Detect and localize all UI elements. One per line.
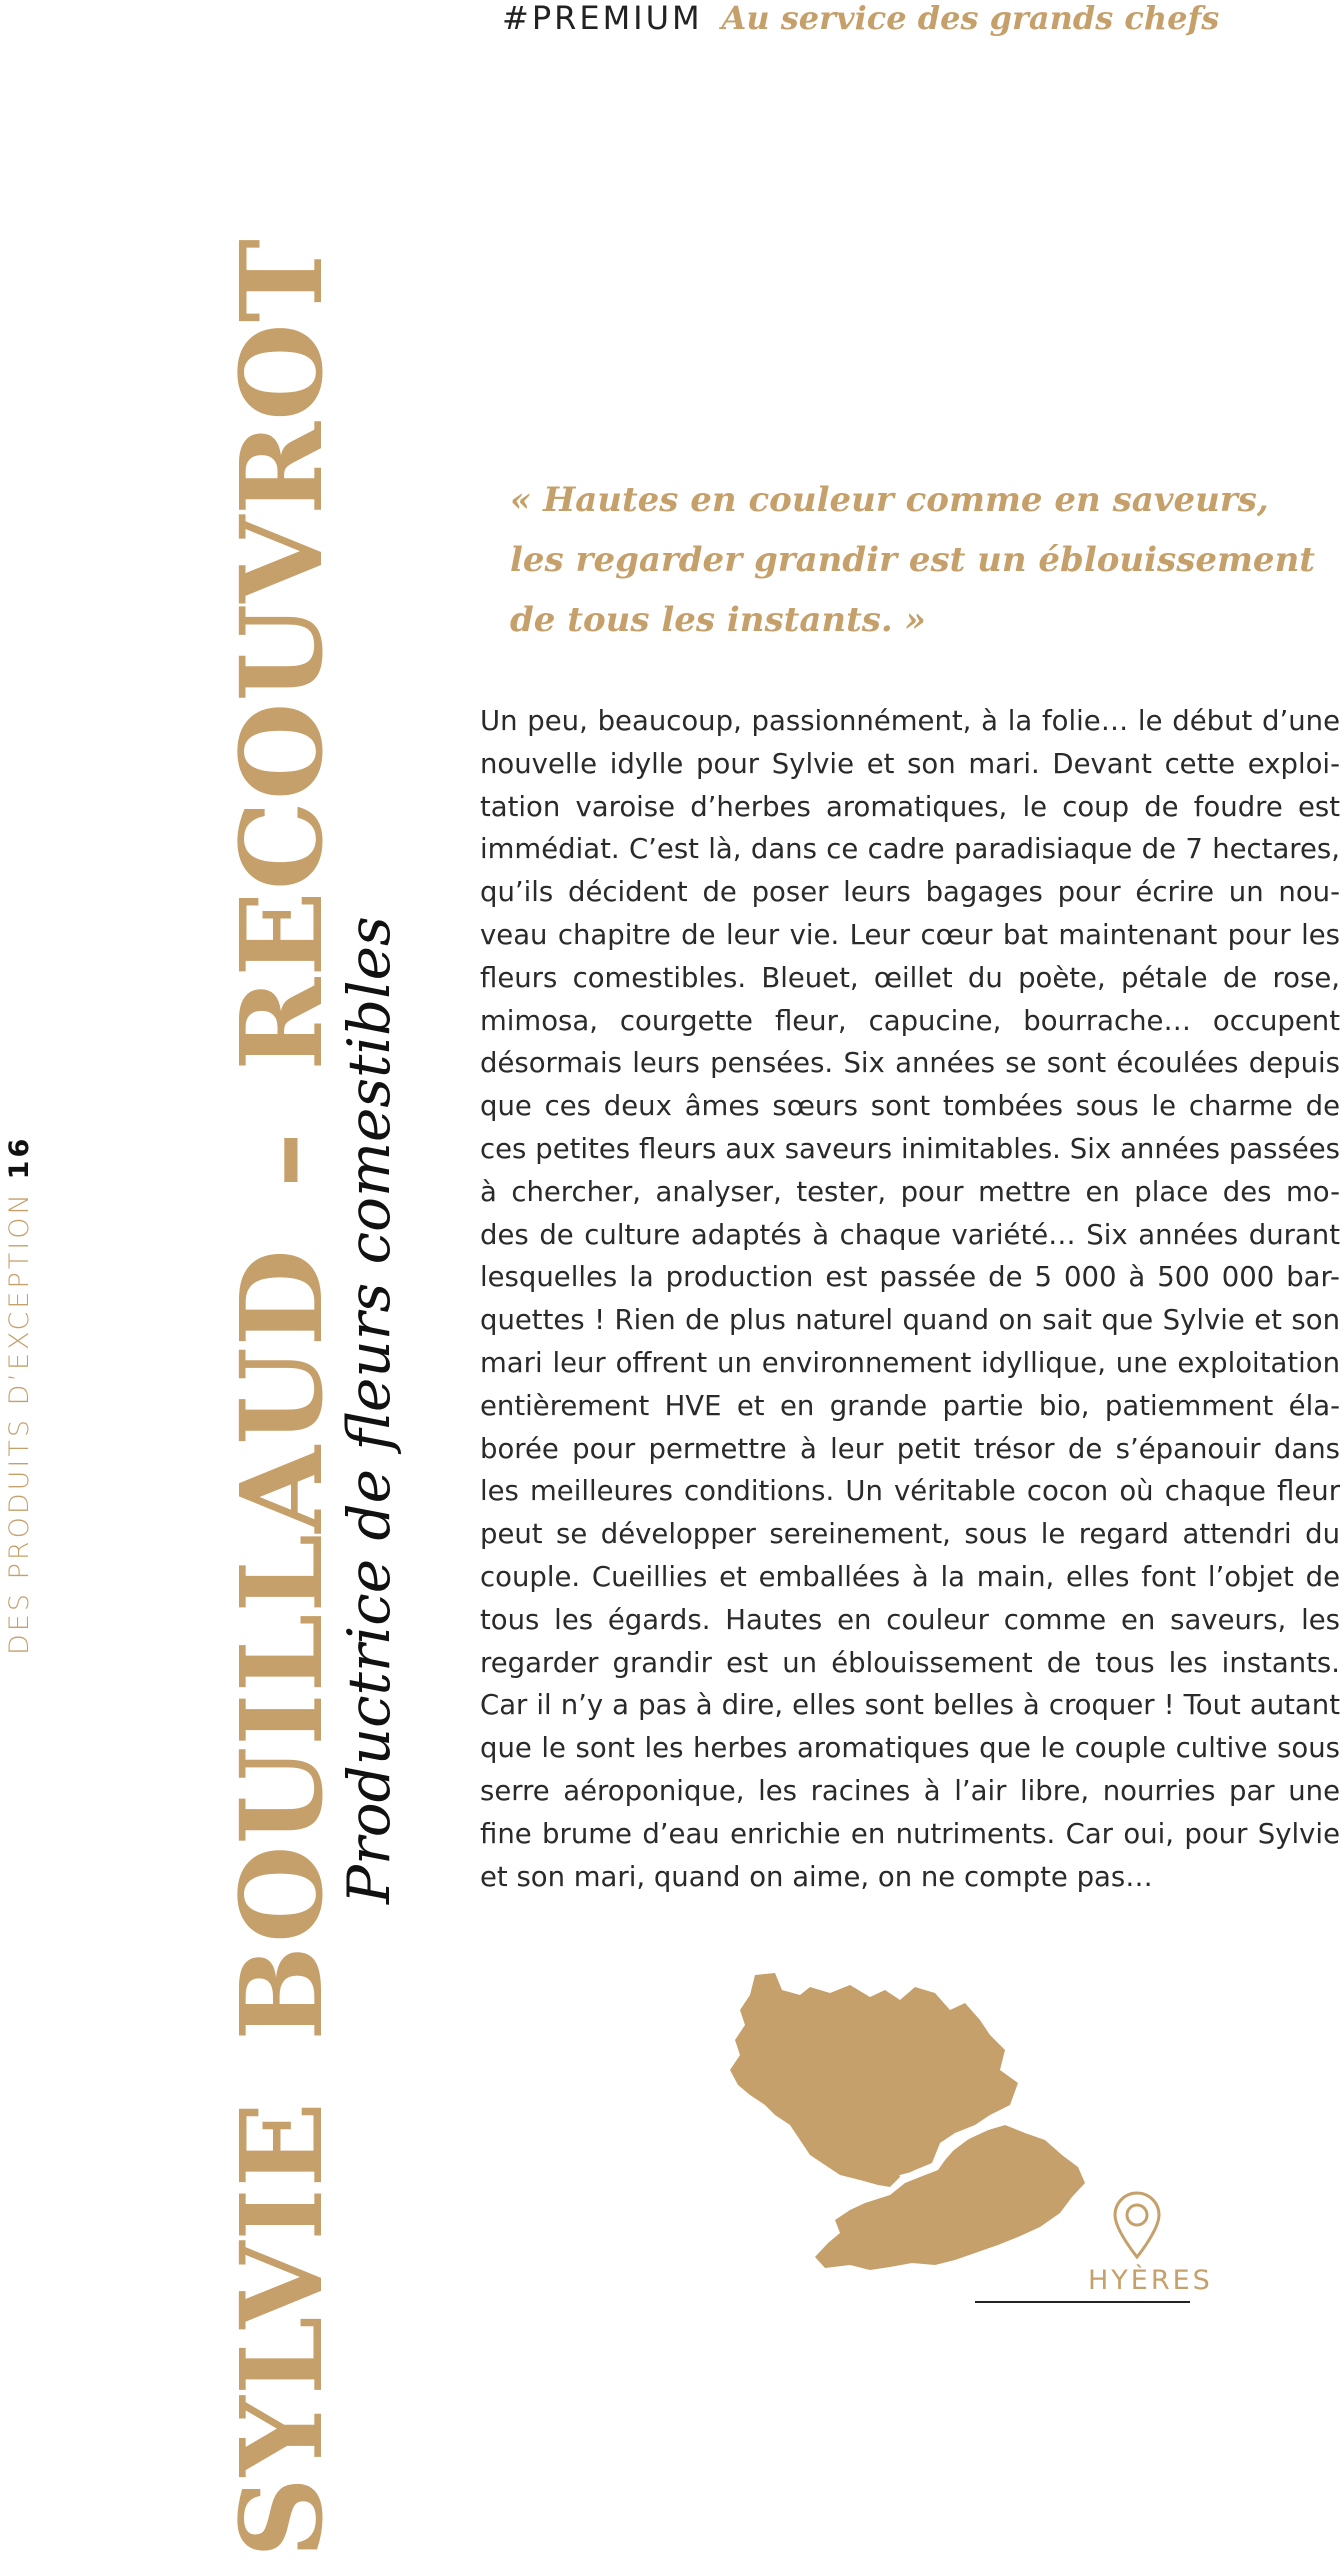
header: [502, 0, 1219, 36]
header-tagline: Au service des grands chefs: [721, 0, 1220, 37]
body-line: lesquelles la production est passée de 5 000 à 500 000 bar-: [480, 1261, 1340, 1294]
body-line: quettes ! Rien de plus naturel quand on sait que Sylvie et son: [480, 1304, 1340, 1337]
body-line: et son mari, quand on aime, on ne compte pas…: [480, 1860, 1153, 1893]
article-body: [480, 700, 1340, 1898]
body-line: Un peu, beaucoup, passionnément, à la folie… le début d’une: [480, 705, 1340, 737]
body-line: mimosa, courgette fleur, capucine, bourrache… occupent: [480, 1004, 1340, 1037]
location-pin-icon: [1110, 2190, 1164, 2260]
city-underline: [975, 2301, 1190, 2303]
body-line: entièrement HVE et en grande partie bio, patiemment éla-: [480, 1389, 1340, 1422]
body-line: Car il n’y a pas à dire, elles sont belles à croquer ! Tout autant: [480, 1689, 1340, 1722]
header-tag: #PREMIUM: [502, 0, 703, 37]
side-label: [4, 1136, 36, 1655]
body-line: serre aéroponique, les racines à l’air libre, nourries par une: [480, 1774, 1340, 1807]
pull-quote: [510, 470, 1330, 650]
section-label: DES PRODUITS D’EXCEPTION: [4, 1191, 35, 1655]
body-line: regarder grandir est un éblouissement de tous les instants.: [480, 1646, 1340, 1679]
body-line: veau chapitre de leur vie. Leur cœur bat maintenant pour les: [480, 918, 1340, 951]
body-line: borée pour permettre à leur petit trésor de s’épanouir dans: [480, 1432, 1340, 1465]
body-line: ces petites fleurs aux saveurs inimitables. Six années passées: [480, 1132, 1340, 1165]
body-line: à chercher, analyser, tester, pour mettre en place des mo-: [480, 1175, 1340, 1208]
city-label: HYÈRES: [1088, 2265, 1213, 2296]
quote-line: les regarder grandir est un éblouissement: [510, 540, 1315, 580]
body-line: nouvelle idylle pour Sylvie et son mari. Devant cette exploi-: [480, 747, 1340, 780]
body-line: désormais leurs pensées. Six années se sont écoulées depuis: [480, 1047, 1340, 1080]
quote-line: de tous les instants. »: [510, 600, 926, 640]
body-line: immédiat. C’est là, dans ce cadre paradisiaque de 7 hectares,: [480, 833, 1340, 866]
body-line: que ces deux âmes sœurs sont tombées sous le charme de: [480, 1090, 1340, 1123]
body-line: mari leur offrent un environnement idyllique, une exploitation: [480, 1346, 1340, 1379]
page-number: 16: [4, 1135, 35, 1180]
body-line: tous les égards. Hautes en couleur comme en saveurs, les: [480, 1603, 1340, 1636]
region-map-icon: [700, 1965, 1200, 2315]
quote-line: « Hautes en couleur comme en saveurs,: [510, 480, 1269, 520]
body-line: que le sont les herbes aromatiques que le couple cultive sous: [480, 1732, 1340, 1765]
body-line: couple. Cueillies et emballées à la main, elles font l’objet de: [480, 1560, 1340, 1593]
body-line: des de culture adaptés à chaque variété… Six années durant: [480, 1218, 1340, 1251]
body-line: qu’ils décident de poser leurs bagages pour écrire un nou-: [480, 876, 1340, 909]
body-line: fine brume d’eau enrichie en nutriments. Car oui, pour Sylvie: [480, 1817, 1340, 1850]
body-line: les meilleures conditions. Un véritable cocon où chaque fleur: [480, 1475, 1340, 1508]
page-title: SYLVIE BOUILLAUD – RECOUVROT: [217, 238, 348, 2558]
page-subtitle: Productrice de fleurs comestibles: [335, 916, 403, 1904]
body-line: peut se développer sereinement, sous le regard attendri du: [480, 1518, 1340, 1551]
body-line: fleurs comestibles. Bleuet, œillet du poète, pétale de rose,: [480, 961, 1340, 994]
body-line: tation varoise d’herbes aromatiques, le coup de foudre est: [480, 790, 1340, 823]
